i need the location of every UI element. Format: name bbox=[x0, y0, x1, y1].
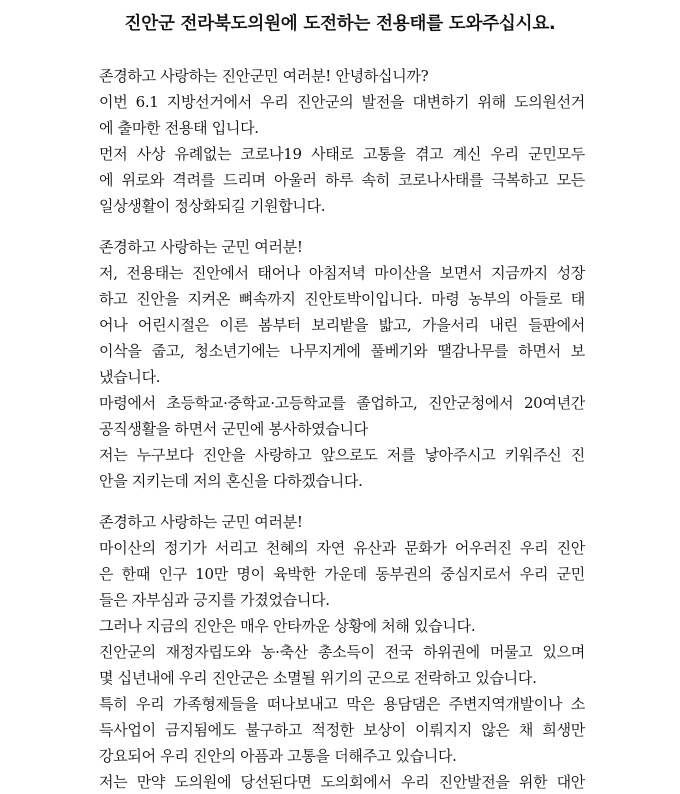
body-line: 이삭을 줍고, 청소년기에는 나무지게에 풀베기와 땔감나무를 하면서 보 bbox=[99, 342, 585, 360]
body-line: 저는 만약 도의원에 당선된다면 도의회에서 우리 진안발전을 위한 대안 bbox=[99, 773, 585, 791]
body-line: 이번 6.1 지방선거에서 우리 진안군의 발전을 대변하기 위해 도의원선거 bbox=[99, 93, 585, 111]
body-line: 일상생활이 정상화되길 기원합니다. bbox=[99, 197, 326, 215]
body-line: 은 한때 인구 10만 명이 육박한 가운데 동부권의 중심지로서 우리 군민 bbox=[99, 565, 585, 583]
body-line: 어나 어린시절은 이른 봄부터 보리밭을 밟고, 가을서리 내린 들판에서 bbox=[99, 316, 585, 334]
body-line: 하고 진안을 지켜온 뼈속까지 진안토박이입니다. 마령 농부의 아들로 태 bbox=[99, 290, 585, 308]
body-line: 특히 우리 가족형제들을 떠나보내고 막은 용담댐은 주변지역개발이나 소 bbox=[99, 695, 585, 713]
body-line: 몇 십년내에 우리 진안군은 소멸될 위기의 군으로 전락하고 있습니다. bbox=[99, 669, 537, 687]
body-line: 저는 누구보다 진안을 사랑하고 앞으로도 저를 낳아주시고 키워주신 진 bbox=[99, 446, 585, 464]
body-line: 저, 전용태는 진안에서 태어나 아침저녁 마이산을 보면서 지금까지 성장 bbox=[99, 264, 585, 282]
body-line: 냈습니다. bbox=[99, 368, 161, 386]
body-line: 먼저 사상 유례없는 코로나19 사태로 고통을 겪고 계신 우리 군민모두 bbox=[99, 145, 585, 163]
body-line: 강요되어 우리 진안의 아픔과 고통을 더해주고 있습니다. bbox=[99, 747, 457, 765]
body-line: 에 출마한 전용태 입니다. bbox=[99, 119, 259, 137]
body-line: 에 위로와 격려를 드리며 아울러 하루 속히 코로나사태를 극복하고 모든 bbox=[99, 171, 585, 189]
body-line: 득사업이 금지됨에도 불구하고 적정한 보상이 이뤄지지 않은 채 희생만 bbox=[99, 721, 585, 739]
body-line: 공직생활을 하면서 군민에 봉사하였습니다 bbox=[99, 420, 368, 438]
body-line: 진안군의 재정자립도와 농·축산 총소득이 전국 하위권에 머물고 있으며 bbox=[99, 643, 585, 661]
body-line: 마령에서 초등학교·중학교·고등학교를 졸업하고, 진안군청에서 20여년간 bbox=[99, 394, 585, 412]
body-line: 마이산의 정기가 서리고 천혜의 자연 유산과 문화가 어우러진 우리 진안 bbox=[99, 539, 585, 557]
body-line: 그러나 지금의 진안은 매우 안타까운 상황에 처해 있습니다. bbox=[99, 617, 476, 635]
body-line: 들은 자부심과 긍지를 가졌었습니다. bbox=[99, 591, 330, 609]
body-line: 안을 지키는데 저의 혼신을 다하겠습니다. bbox=[99, 472, 363, 490]
body-line: 존경하고 사랑하는 군민 여러분! bbox=[99, 238, 303, 256]
body-line: 존경하고 사랑하는 군민 여러분! bbox=[99, 513, 303, 531]
document-title: 진안군 전라북도의원에 도전하는 전용태를 도와주십시요. bbox=[124, 14, 556, 34]
body-line: 존경하고 사랑하는 진안군민 여러분! 안녕하십니까? bbox=[99, 67, 429, 85]
